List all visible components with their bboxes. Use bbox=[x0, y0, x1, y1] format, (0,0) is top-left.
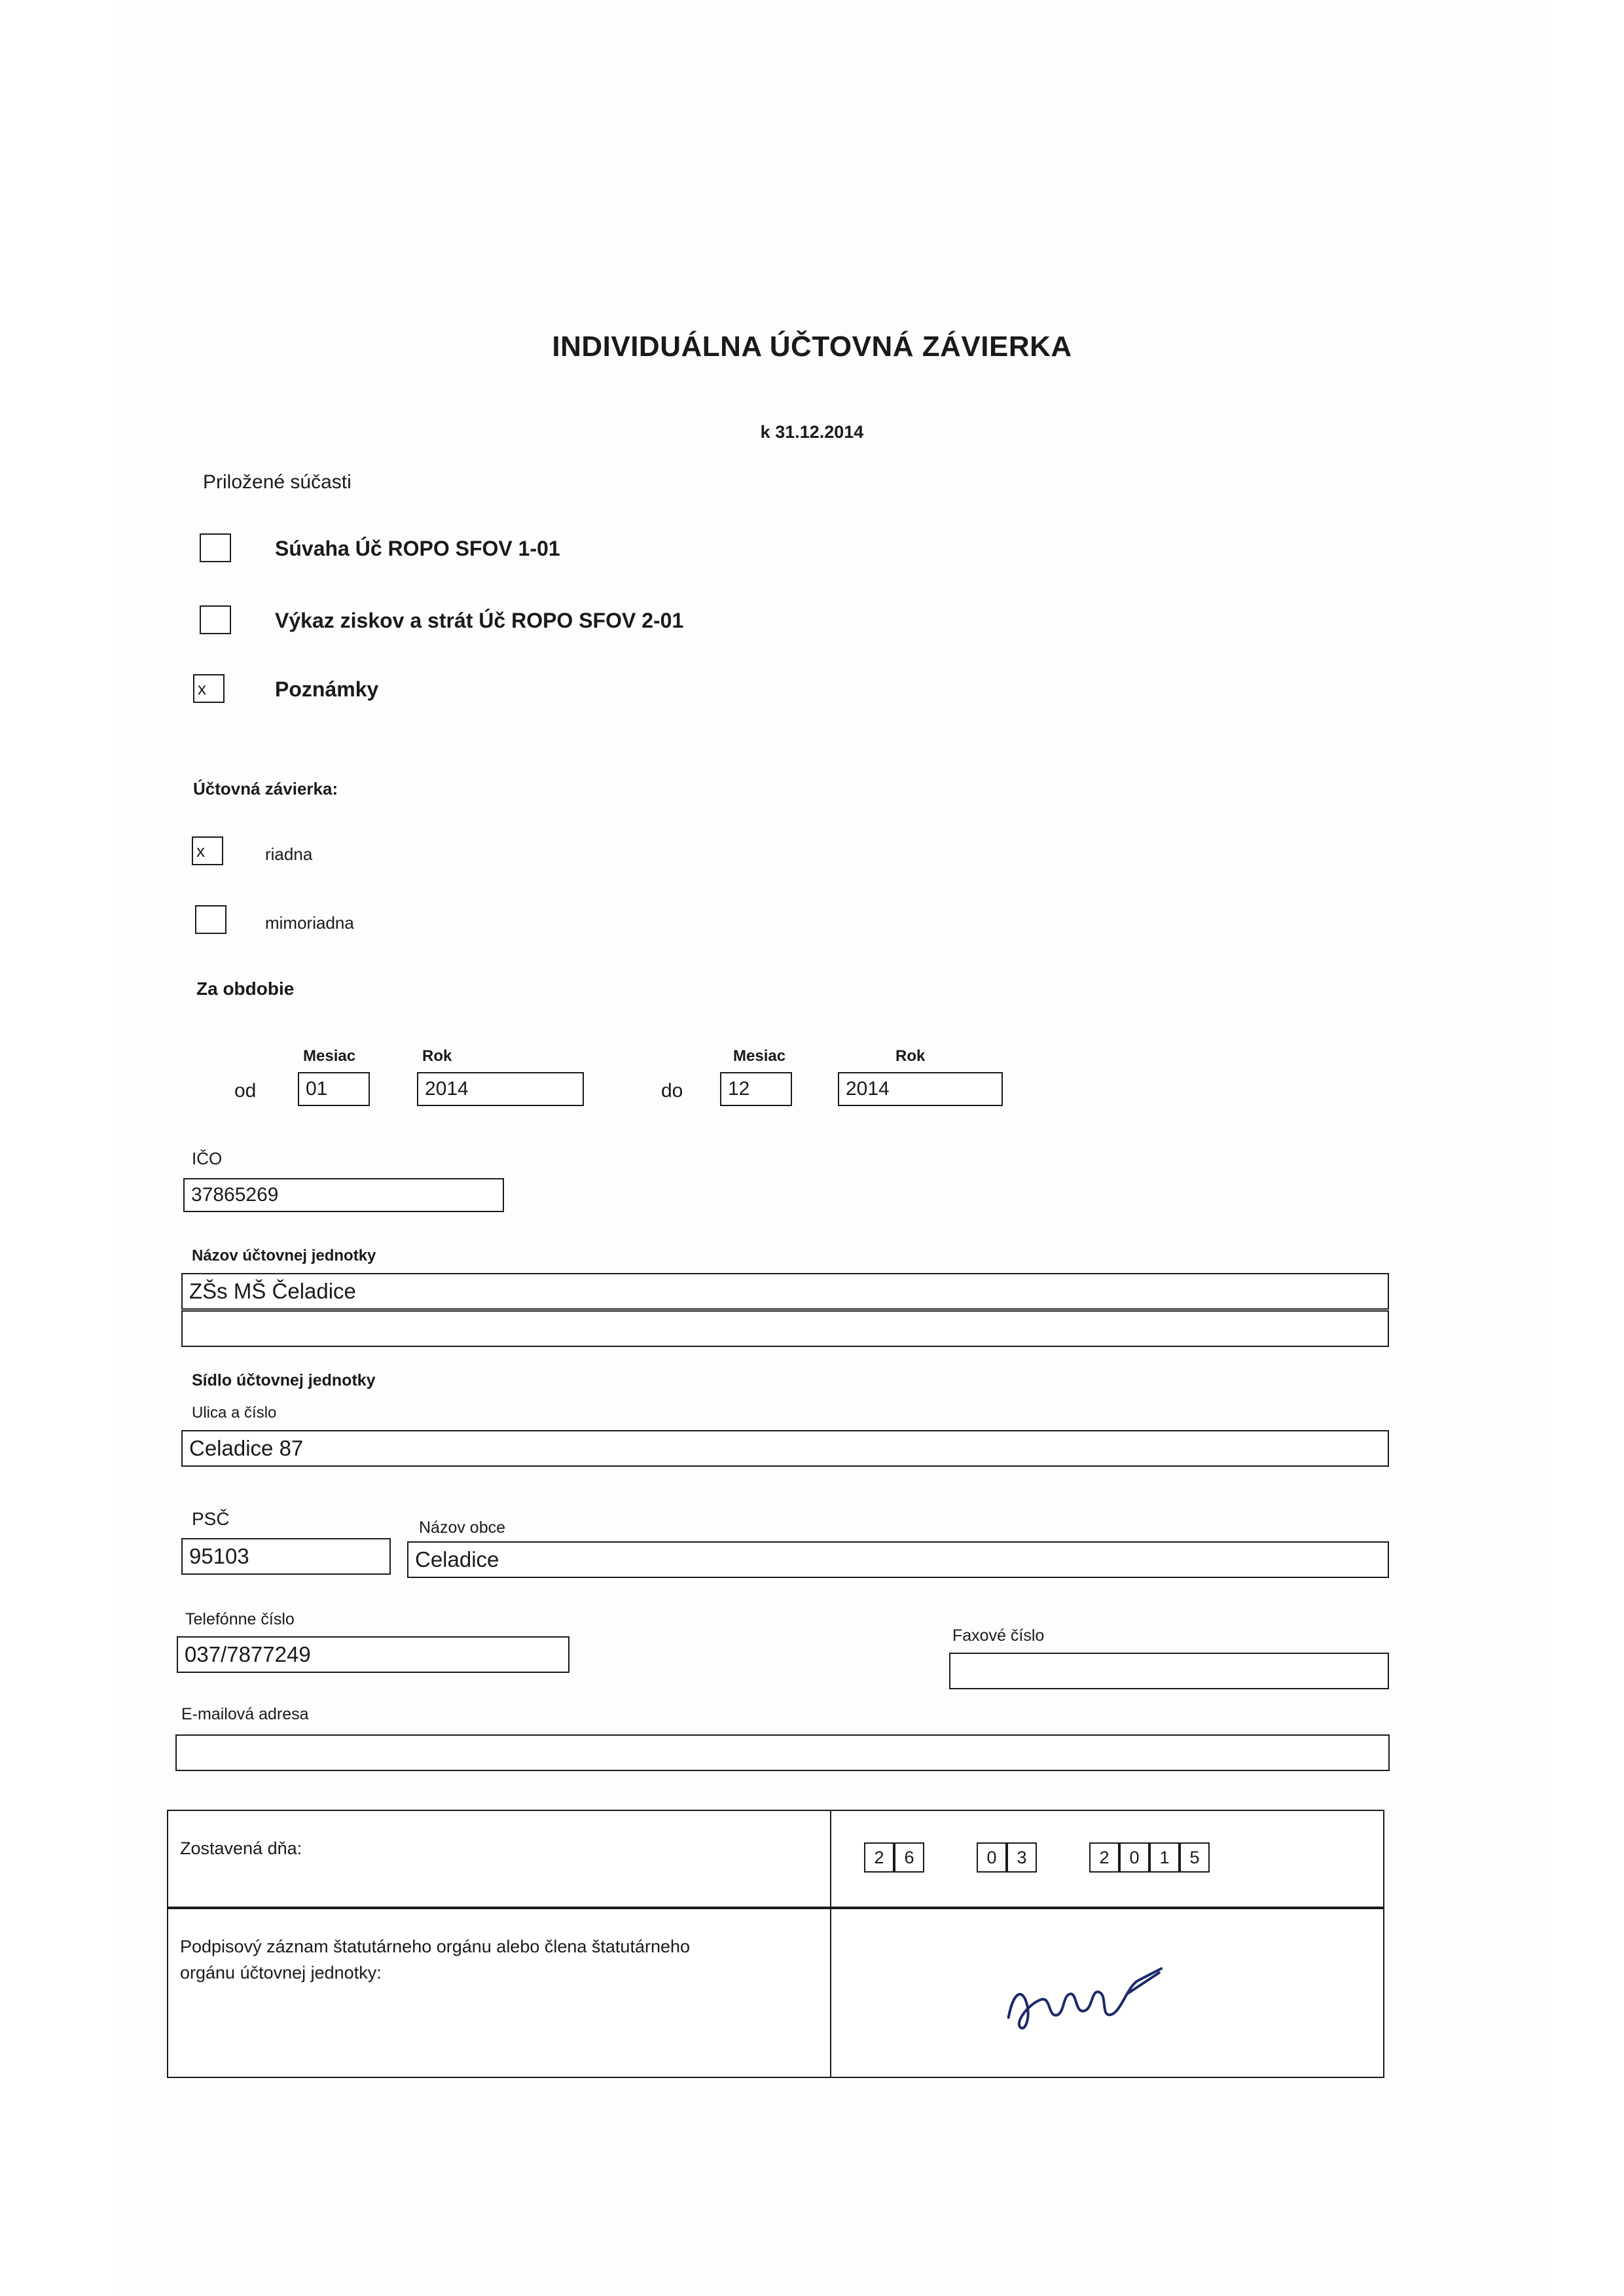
signature-divider bbox=[830, 1908, 831, 2078]
checkbox-poznamky[interactable] bbox=[193, 674, 225, 703]
checkbox-suvaha[interactable] bbox=[200, 533, 231, 562]
compiled-divider bbox=[830, 1810, 831, 1908]
period-heading: Za obdobie bbox=[196, 978, 295, 999]
label-suvaha: Súvaha Úč ROPO SFOV 1-01 bbox=[275, 537, 560, 560]
compiled-label: Zostavená dňa: bbox=[180, 1839, 302, 1858]
email-input[interactable] bbox=[175, 1734, 1390, 1771]
unit-name-input-2[interactable] bbox=[181, 1310, 1389, 1347]
from-label: od bbox=[234, 1080, 257, 1102]
compiled-year-4[interactable]: 5 bbox=[1180, 1842, 1210, 1873]
to-month-label: Mesiac bbox=[733, 1047, 786, 1065]
street-input[interactable]: Celadice 87 bbox=[181, 1430, 1389, 1467]
signature-label-line1: Podpisový záznam štatutárneho orgánu alebo člena štatutárneho bbox=[180, 1937, 691, 1956]
label-vykaz-ziskov: Výkaz ziskov a strát Úč ROPO SFOV 2-01 bbox=[275, 609, 684, 632]
fax-input[interactable] bbox=[949, 1653, 1389, 1689]
signature-row bbox=[167, 1908, 1384, 2078]
label-mimoriadna: mimoriadna bbox=[265, 913, 354, 933]
to-label: do bbox=[661, 1080, 683, 1102]
signature-label-line2: orgánu účtovnej jednotky: bbox=[180, 1963, 382, 1982]
compiled-year-1[interactable]: 2 bbox=[1089, 1842, 1119, 1873]
email-label: E-mailová adresa bbox=[181, 1705, 309, 1723]
compiled-year-2[interactable]: 0 bbox=[1119, 1842, 1149, 1873]
compiled-month-1[interactable]: 0 bbox=[977, 1842, 1007, 1873]
label-poznamky: Poznámky bbox=[275, 677, 379, 701]
from-year-input[interactable]: 2014 bbox=[417, 1072, 584, 1106]
city-label: Názov obce bbox=[419, 1518, 506, 1537]
ico-input[interactable]: 37865269 bbox=[183, 1178, 504, 1212]
zip-label: PSČ bbox=[192, 1509, 230, 1529]
unit-name-label: Názov účtovnej jednotky bbox=[192, 1247, 376, 1265]
checkbox-riadna[interactable] bbox=[192, 836, 223, 865]
compiled-year-3[interactable]: 1 bbox=[1149, 1842, 1180, 1873]
zip-input[interactable]: 95103 bbox=[181, 1538, 391, 1575]
to-year-label: Rok bbox=[895, 1047, 926, 1065]
fax-label: Faxové číslo bbox=[952, 1626, 1045, 1645]
closing-heading: Účtovná závierka: bbox=[193, 779, 338, 798]
phone-input[interactable]: 037/7877249 bbox=[177, 1636, 569, 1673]
from-month-input[interactable]: 01 bbox=[298, 1072, 370, 1106]
page-subtitle: k 31.12.2014 bbox=[760, 422, 864, 442]
city-input[interactable]: Celadice bbox=[407, 1541, 1389, 1578]
to-month-input[interactable]: 12 bbox=[720, 1072, 792, 1106]
checkbox-mimoriadna[interactable] bbox=[195, 905, 226, 934]
seat-heading: Sídlo účtovnej jednotky bbox=[192, 1371, 376, 1390]
from-year-label: Rok bbox=[422, 1047, 452, 1065]
page-title: INDIVIDUÁLNA ÚČTOVNÁ ZÁVIERKA bbox=[552, 331, 1072, 363]
checkbox-poznamky-mark: x bbox=[198, 679, 206, 698]
compiled-day-2[interactable]: 6 bbox=[894, 1842, 924, 1873]
unit-name-input[interactable]: ZŠs MŠ Čeladice bbox=[181, 1273, 1389, 1310]
checkbox-vykaz-ziskov[interactable] bbox=[200, 605, 231, 634]
compiled-month-2[interactable]: 3 bbox=[1007, 1842, 1037, 1873]
compiled-day-1[interactable]: 2 bbox=[864, 1842, 894, 1873]
ico-label: IČO bbox=[192, 1149, 223, 1168]
street-label: Ulica a číslo bbox=[192, 1404, 277, 1422]
attachments-heading: Priložené súčasti bbox=[203, 471, 352, 493]
to-year-input[interactable]: 2014 bbox=[838, 1072, 1003, 1106]
from-month-label: Mesiac bbox=[303, 1047, 356, 1065]
label-riadna: riadna bbox=[265, 844, 313, 864]
checkbox-riadna-mark: x bbox=[196, 841, 205, 861]
signature-mark bbox=[997, 1955, 1176, 2064]
phone-label: Telefónne číslo bbox=[185, 1610, 295, 1628]
